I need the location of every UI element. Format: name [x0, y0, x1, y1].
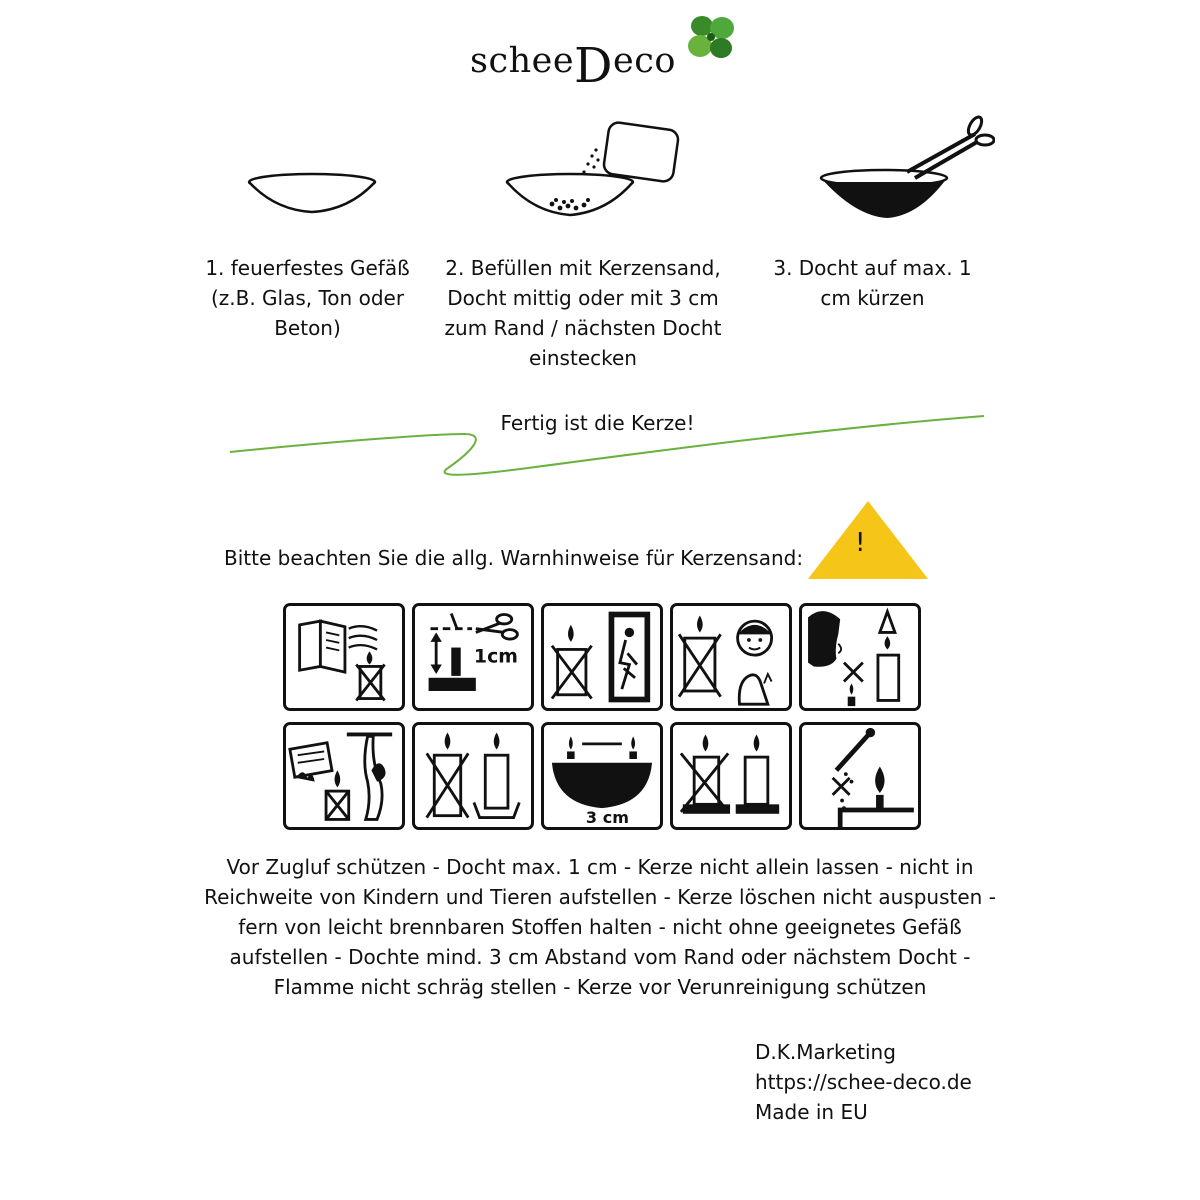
- wick-length-icon: [412, 603, 534, 711]
- step-2-text: 2. Befüllen mit Kerzensand, Docht mittig oder mit 3 cm zum Rand / nächsten Docht einstecken: [444, 256, 722, 370]
- warnings-text: Vor Zugluf schützen - Docht max. 1 cm - Kerze nicht allein lassen - nicht in Reichweite von Kindern und Tieren aufstellen - Kerze löschen nicht auspusten - fern von leicht brennbaren Stoffen halten - nicht ohne geeignetes Gefäß aufstellen - Dochte mind. 3 cm Abstand vom Rand oder nächstem Docht - Flamme nicht schräg stellen - Kerze vor Verunreinigung schützen: [204, 855, 996, 999]
- no-tilting-icon: [670, 722, 792, 830]
- wick-length-label: 1cm: [473, 645, 518, 668]
- wick-distance-label: 3 cm: [585, 808, 629, 827]
- footer-company: D.K.Marketing: [755, 1040, 896, 1064]
- bowl-icon: [245, 160, 380, 220]
- holder-required-icon: [412, 722, 534, 830]
- step-1-text: 1. feuerfestes Gefäß (z.B. Glas, Ton oder Beton): [205, 256, 410, 340]
- scissors-bowl-icon: [815, 112, 995, 222]
- filling-bowl-icon: [500, 120, 685, 225]
- footer-url[interactable]: https://schee-deco.de: [755, 1070, 972, 1094]
- no-unattended-icon: [541, 603, 663, 711]
- warning-triangle-icon: [806, 499, 930, 581]
- footer-origin: Made in EU: [755, 1100, 868, 1124]
- done-text: Fertig ist die Kerze!: [500, 411, 695, 435]
- brand-logo: [470, 28, 676, 94]
- clover-leaf-icon: [682, 12, 740, 64]
- logo-text-post: eco: [613, 41, 676, 81]
- step-3-text: 3. Docht auf max. 1 cm kürzen: [773, 256, 972, 310]
- pictogram-grid: [280, 600, 920, 834]
- footer: [755, 1037, 972, 1127]
- flammable-distance-icon: [283, 722, 405, 830]
- draught-warning-icon: [283, 603, 405, 711]
- logo-text-big: D: [574, 38, 614, 94]
- decorative-wave-divider: [228, 410, 988, 480]
- warning-symbol: !: [855, 528, 866, 558]
- children-pets-icon: [670, 603, 792, 711]
- no-contamination-icon: [799, 722, 921, 830]
- warning-intro: Bitte beachten Sie die allg. Warnhinweise für Kerzensand:: [224, 546, 804, 570]
- wick-distance-icon: [541, 722, 663, 830]
- no-blowing-icon: [799, 603, 921, 711]
- logo-text-pre: schee: [470, 41, 575, 81]
